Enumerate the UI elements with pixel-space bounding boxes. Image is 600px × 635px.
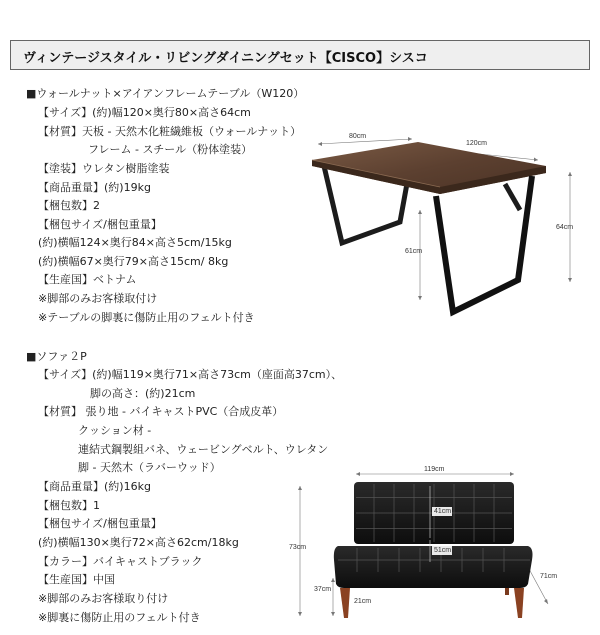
sofa-spec-line: 【サイズ】(約)幅119×奥行71×高さ73cm（座面高37cm）、 [38,368,343,381]
sofa-dim-height: 73cm [289,544,307,551]
header-title: ヴィンテージスタイル・リビングダイニングセット【CISCO】シスコ [23,51,428,66]
table-spec-line: 【サイズ】(約)幅120×奥行80×高さ64cm [38,106,251,119]
sofa-spec-line: 【材質】 張り地 - バイキャストPVC（合成皮革） [38,405,284,418]
table-spec-line: ※脚部のみお客様取付け [38,292,158,305]
sofa-spec-line: 脚 - 天然木（ラバーウッド） [78,461,221,474]
sofa-spec-line: 【カラー】バイキャストブラック [38,555,203,568]
sofa-dim-depth: 71cm [540,573,558,580]
table-spec-heading: ■ウォールナット×アイアンフレームテーブル（W120） [26,87,305,100]
table-spec-line: ※テーブルの脚裏に傷防止用のフェルト付き [38,311,255,324]
sofa-spec-line: 【商品重量】(約)16kg [38,480,151,493]
sofa-dim-leg: 21cm [354,598,372,605]
sofa-dim-seat: 51cm [434,547,452,554]
table-dim-depth: 80cm [349,133,367,140]
sofa-spec-line: ※脚裏に傷防止用のフェルト付き [38,611,201,624]
table-spec-line: 【塗装】ウレタン樹脂塗装 [38,162,170,175]
table-dim-leg-height: 61cm [405,248,423,255]
sofa-leg [340,588,350,618]
table-spec-line: 【生産国】ベトナム [38,273,137,286]
sofa-spec-line: 【梱包サイズ/梱包重量】 [38,517,162,530]
sofa-spec-line: (約)横幅130×奥行72×高さ62cm/18kg [38,536,239,549]
table-spec-line: 【梱包サイズ/梱包重量】 [38,218,162,231]
sofa-dim-width: 119cm [424,466,445,473]
table-dim-height: 64cm [556,224,574,231]
table-spec-line: 【商品重量】(約)19kg [38,181,151,194]
sofa-leg [514,588,524,618]
sofa-spec-line: ※脚部のみお客様取り付け [38,592,169,605]
sofa-spec-line: 【梱包数】1 [38,499,100,512]
table-spec-line: 【梱包数】2 [38,199,100,212]
sofa-spec-line: クッション材 - [78,424,152,437]
sofa-spec-line: 【生産国】中国 [38,573,115,586]
sofa-spec-heading: ■ソファ２P [26,350,87,363]
table-spec-line: (約)横幅124×奥行84×高さ5cm/15kg [38,236,232,249]
table-spec-line: 【材質】天板 - 天然木化粧繊維板（ウォールナット） [38,125,302,138]
table-dim-width: 120cm [466,140,488,147]
sofa-spec-line: 脚の高さ：(約)21cm [90,387,196,400]
sofa-spec-line: 連結式鋼製組バネ、ウェービングベルト、ウレタン [78,443,329,456]
table-spec-line: フレーム - スチール（粉体塗装） [88,143,253,156]
sofa-dim-back: 41cm [434,508,452,515]
sofa-dim-seat-height: 37cm [314,586,332,593]
table-spec-line: (約)横幅67×奥行79×高さ15cm/ 8kg [38,255,229,268]
